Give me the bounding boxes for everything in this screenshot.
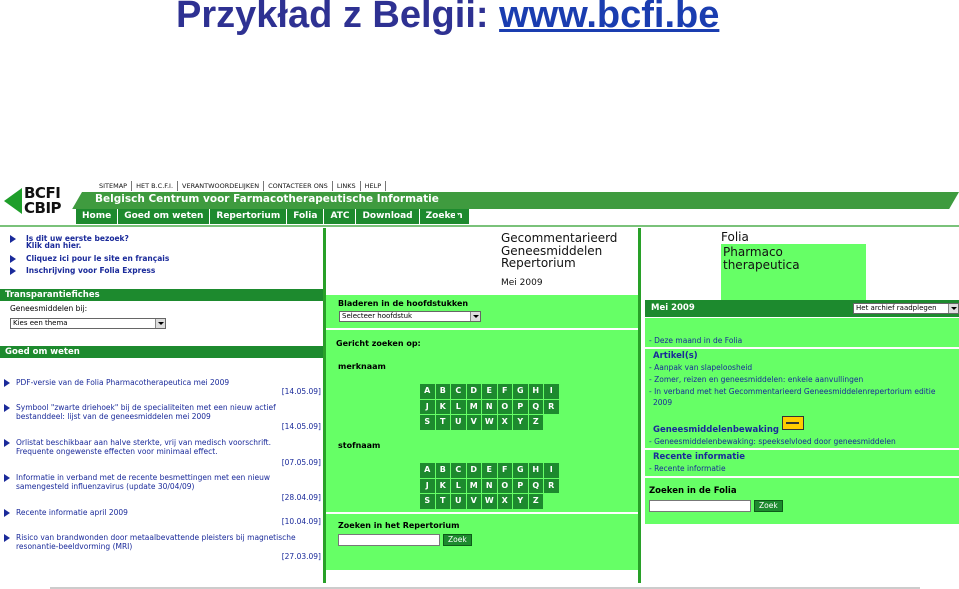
arrow-right-icon <box>4 534 10 542</box>
letter-button-w[interactable]: W <box>482 415 497 430</box>
news-item-date: [10.04.09] <box>281 517 321 526</box>
main-nav <box>76 209 470 224</box>
article-link[interactable]: - Zomer, reizen en geneesmiddelen: enkele aanvullingen <box>649 375 864 384</box>
arrow-right-icon <box>10 255 16 263</box>
utility-link-responsibles[interactable]: VERANTWOORDELIJKEN <box>178 181 264 191</box>
quick-link-label: Inschrijving voor Folia Express <box>26 266 156 275</box>
arrow-right-icon <box>10 235 16 243</box>
letter-button-s[interactable]: S <box>420 494 435 509</box>
repertorium-search-button[interactable]: Zoek <box>443 534 472 546</box>
utility-link-contact[interactable]: CONTACTEER ONS <box>264 181 333 191</box>
folia-issue-bar <box>645 300 959 317</box>
utility-link-about[interactable]: HET B.C.F.I. <box>132 181 178 191</box>
repertorium-title-line: Geneesmiddelen <box>501 243 603 258</box>
nav-download[interactable]: Download <box>356 209 419 224</box>
arrow-right-icon <box>4 474 10 482</box>
folia-title <box>723 246 800 271</box>
letter-button-v[interactable]: V <box>467 415 482 430</box>
letter-button-c[interactable]: C <box>451 384 466 399</box>
news-item-date: [07.05.09] <box>281 458 321 467</box>
quick-link-label: Cliquez ici pour le site en français <box>26 254 170 263</box>
letter-button-u[interactable]: U <box>451 415 466 430</box>
panel-separator <box>326 328 638 330</box>
letter-button-z[interactable]: Z <box>529 494 544 509</box>
letter-button-v[interactable]: V <box>467 494 482 509</box>
news-item-text[interactable]: Symbool "zwarte driehoek" bij de specialiteiten met een nieuw actief bestanddeel: lijst van de geneesmiddelen mei 2009 <box>16 403 276 421</box>
letter-button-i[interactable]: I <box>544 463 559 478</box>
folia-search-button[interactable]: Zoek <box>754 500 783 512</box>
folia-search-title: Zoeken in de Folia <box>649 486 737 496</box>
article-link-continued[interactable]: 2009 <box>653 398 673 407</box>
letter-button-x[interactable]: X <box>498 494 513 509</box>
folia-footer <box>645 524 959 589</box>
chevron-down-icon[interactable] <box>155 319 165 328</box>
chevron-down-icon[interactable] <box>470 312 480 321</box>
panel-separator <box>645 347 959 349</box>
month-in-folia-link[interactable]: - Deze maand in de Folia <box>649 336 743 345</box>
quick-link-label: Is dit uw eerste bezoek? <box>26 234 129 243</box>
utility-link-links[interactable]: LINKS <box>333 181 361 191</box>
panel-separator <box>645 448 959 450</box>
letter-button-p[interactable]: P <box>513 479 528 494</box>
logo-text-bcfi: BCFI <box>24 184 61 202</box>
letter-button-y[interactable]: Y <box>513 415 528 430</box>
folia-search-input[interactable] <box>649 500 751 512</box>
letter-button-d[interactable]: D <box>467 463 482 478</box>
slide-title <box>176 0 719 37</box>
theme-select-value: Kies een thema <box>13 319 68 327</box>
chapter-select[interactable] <box>339 311 481 322</box>
article-link[interactable]: - Aanpak van slapeloosheid <box>649 363 753 372</box>
logo-arrow-icon <box>4 188 22 214</box>
arrow-right-icon <box>4 509 10 517</box>
repertorium-header <box>326 228 638 295</box>
header-divider <box>0 225 959 227</box>
nav-repertorium[interactable]: Repertorium <box>210 209 287 224</box>
news-item-text[interactable]: Orlistat beschikbaar aan halve sterkte, vrij van medisch voorschrift. Frequente ongewenste effecten voor minimaal effect. <box>16 438 272 456</box>
pharmacovigilance-link[interactable]: - Geneesmiddelenbewaking: speekselvloed door geneesmiddelen <box>649 437 896 446</box>
targeted-search-label: Gericht zoeken op: <box>336 339 421 348</box>
website-screenshot <box>0 180 959 589</box>
letter-button-j[interactable]: J <box>420 400 435 415</box>
news-item[interactable] <box>4 403 322 433</box>
letter-button-i[interactable]: I <box>544 384 559 399</box>
recent-info-link[interactable]: - Recente informatie <box>649 464 726 473</box>
article-link[interactable]: - In verband met het Gecommentarieerd Geneesmiddelenrepertorium editie <box>649 387 936 396</box>
letter-button-m[interactable]: M <box>467 479 482 494</box>
transparency-label: Geneesmiddelen bij: <box>10 304 88 313</box>
letter-button-h[interactable]: H <box>529 463 544 478</box>
letter-button-a[interactable]: A <box>420 384 435 399</box>
news-item-date: [27.03.09] <box>281 552 321 561</box>
news-item-text[interactable]: Informatie in verband met de recente besmettingen met een nieuw samengesteld influenzavirus (update 30/04/09) <box>16 473 271 491</box>
letter-button-e[interactable]: E <box>482 384 497 399</box>
folia-express-envelope-icon[interactable] <box>782 416 804 430</box>
letter-button-g[interactable]: G <box>513 463 528 478</box>
pharmacovigilance-heading: Geneesmiddelenbewaking <box>653 425 779 435</box>
chevron-down-icon[interactable] <box>948 304 958 313</box>
letter-button-e[interactable]: E <box>482 463 497 478</box>
news-item-text[interactable]: PDF-versie van de Folia Pharmacotherapeutica mei 2009 <box>16 378 230 387</box>
news-item[interactable] <box>4 378 322 398</box>
repertorium-search-title: Zoeken in het Repertorium <box>338 521 460 530</box>
repertorium-title[interactable] <box>501 232 617 270</box>
letter-button-w[interactable]: W <box>482 494 497 509</box>
letter-button-g[interactable]: G <box>513 384 528 399</box>
nav-tail-shape <box>455 209 463 224</box>
arrow-right-icon <box>10 267 16 275</box>
folia-header <box>641 228 959 300</box>
repertorium-title-line: Gecommentarieerd <box>501 231 618 245</box>
news-item[interactable] <box>4 473 322 503</box>
org-name: Belgisch Centrum voor Farmacotherapeutische Informatie <box>95 193 439 205</box>
folia-title-line: therapeutica <box>723 257 800 272</box>
panel-separator <box>326 512 638 514</box>
letter-button-h[interactable]: H <box>529 384 544 399</box>
letter-button-d[interactable]: D <box>467 384 482 399</box>
site-url-link[interactable]: www.bcfi.be <box>499 0 720 36</box>
logo-text-cbip: CBIP <box>24 199 62 217</box>
substance-name-label: stofnaam <box>338 441 381 450</box>
letter-button-s[interactable]: S <box>420 415 435 430</box>
folia-label: Folia <box>721 230 749 244</box>
letter-button-p[interactable]: P <box>513 400 528 415</box>
arrow-right-icon <box>4 404 10 412</box>
letter-button-l[interactable]: L <box>451 479 466 494</box>
news-item[interactable] <box>4 508 322 528</box>
letter-button-x[interactable]: X <box>498 415 513 430</box>
letter-button-o[interactable]: O <box>498 479 513 494</box>
archive-select[interactable] <box>853 303 959 314</box>
utility-link-sitemap[interactable]: SITEMAP <box>95 181 132 191</box>
left-column <box>0 228 323 589</box>
transparency-header: Transparantiefiches <box>0 289 323 301</box>
news-item-text[interactable]: Risico van brandwonden door metaalbevattende pleisters bij magnetische resonantie-beeldvorming (MRI) <box>16 533 296 551</box>
nav-home[interactable]: Home <box>76 209 118 224</box>
brand-name-label: merknaam <box>338 362 386 371</box>
repertorium-panel <box>326 295 638 570</box>
letter-button-y[interactable]: Y <box>513 494 528 509</box>
letter-button-z[interactable]: Z <box>529 415 544 430</box>
letter-button-n[interactable]: N <box>482 479 497 494</box>
folia-title-line: Pharmaco <box>723 245 783 259</box>
letter-button-b[interactable]: B <box>436 463 451 478</box>
letter-button-t[interactable]: T <box>436 494 451 509</box>
letter-button-c[interactable]: C <box>451 463 466 478</box>
utility-nav <box>95 181 386 191</box>
articles-heading: Artikel(s) <box>653 351 698 361</box>
letter-button-o[interactable]: O <box>498 400 513 415</box>
repertorium-search-input[interactable] <box>338 534 440 546</box>
letter-button-j[interactable]: J <box>420 479 435 494</box>
repertorium-title-line: Repertorium <box>501 256 576 270</box>
letter-button-f[interactable]: F <box>498 384 513 399</box>
quick-link-folia-express[interactable] <box>10 266 155 275</box>
letter-button-u[interactable]: U <box>451 494 466 509</box>
quick-link-french[interactable] <box>10 254 169 263</box>
news-item[interactable] <box>4 438 322 468</box>
nav-atc[interactable]: ATC <box>324 209 356 224</box>
letter-button-k[interactable]: K <box>436 479 451 494</box>
panel-separator <box>645 476 959 478</box>
news-item-date: [28.04.09] <box>281 493 321 502</box>
letter-button-n[interactable]: N <box>482 400 497 415</box>
news-item[interactable] <box>4 533 322 563</box>
news-item-date: [14.05.09] <box>281 387 321 396</box>
letter-button-f[interactable]: F <box>498 463 513 478</box>
letter-button-t[interactable]: T <box>436 415 451 430</box>
brand-letter-grid <box>420 384 559 430</box>
arrow-right-icon <box>4 439 10 447</box>
theme-select[interactable] <box>10 318 166 329</box>
substance-letter-grid <box>420 463 559 509</box>
nav-good-to-know[interactable]: Goed om weten <box>118 209 210 224</box>
chapter-select-value: Selecteer hoofdstuk <box>342 312 413 320</box>
quick-link-label: Klik dan hier. <box>26 241 82 250</box>
letter-button-q[interactable]: Q <box>529 479 544 494</box>
letter-button-l[interactable]: L <box>451 400 466 415</box>
letter-button-r[interactable]: R <box>544 479 559 494</box>
news-item-date: [14.05.09] <box>281 422 321 431</box>
folia-panel <box>645 318 959 524</box>
repertorium-edition: Mei 2009 <box>501 278 543 288</box>
nav-folia[interactable]: Folia <box>287 209 324 224</box>
letter-button-b[interactable]: B <box>436 384 451 399</box>
slide-title-prefix: Przykład z Belgii: <box>176 0 500 36</box>
recent-info-heading: Recente informatie <box>653 452 745 462</box>
nav-search[interactable]: Zoeken <box>420 209 470 224</box>
letter-button-a[interactable]: A <box>420 463 435 478</box>
letter-button-r[interactable]: R <box>544 400 559 415</box>
quick-link-click-here[interactable] <box>26 241 81 250</box>
news-item-text[interactable]: Recente informatie april 2009 <box>16 508 128 517</box>
browse-chapters-title: Bladeren in de hoofdstukken <box>338 299 469 308</box>
utility-link-help[interactable]: HELP <box>361 181 387 191</box>
letter-button-q[interactable]: Q <box>529 400 544 415</box>
letter-button-m[interactable]: M <box>467 400 482 415</box>
news-header: Goed om weten <box>0 346 323 358</box>
arrow-right-icon <box>4 379 10 387</box>
folia-issue-title: Mei 2009 <box>651 303 695 313</box>
archive-select-value: Het archief raadplegen <box>856 304 937 312</box>
folia-title-box[interactable] <box>721 244 866 300</box>
letter-button-k[interactable]: K <box>436 400 451 415</box>
